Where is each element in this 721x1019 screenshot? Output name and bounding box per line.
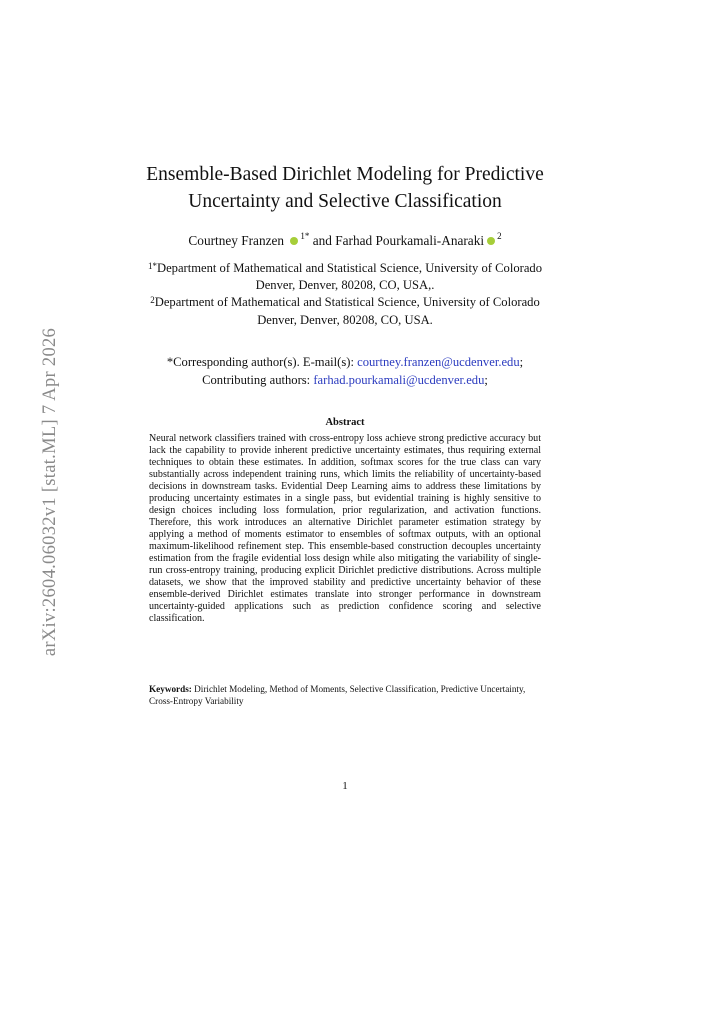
affiliations	[130, 260, 560, 329]
keywords-label: Keywords:	[149, 684, 192, 694]
affiliation-superscript: 1*	[147, 261, 157, 271]
corresponding-label: *Corresponding author(s). E-mail(s):	[166, 355, 354, 369]
page-number: 1	[342, 780, 348, 792]
arxiv-identifier-stamp: arXiv:2604.06032v1 [stat.ML] 7 Apr 2026	[40, 327, 60, 657]
abstract-body: Neural network classifiers trained with cross-entropy loss achieve strong predictive accuracy but lack the capability to provide inherent predictive uncertainty estimates, thus requiring external techniques to obtain these estimates. In addition, softmax scores for the true class can vary substantially across independent training runs, which limits the reliability of uncertainty-based decisions in downstream tasks. Evidential Deep Learning aims to address these limitations by producing uncertainty estimates in a single pass, but evidential training is highly sensitive to design choices including loss formulation, prior regularization, and activation functions. Therefore, this work introduces an alternative Dirichlet parameter estimation strategy by applying a method of moments estimator to ensembles of softmax outputs, with an optional maximum-likelihood refinement step. This ensemble-based construction decouples uncertainty estimation from the fragile evidential loss design while also mitigating the variability of single-run cross-entropy training, producing explicit Dirichlet predictive distributions. Across multiple datasets, we show that the improved stability and predictive uncertainty behavior of these ensemble-derived Dirichlet estimates translate into stronger performance in downstream uncertainty-guided applications such as prediction confidence scoring and selective classification.	[149, 433, 541, 624]
contributing-label: Contributing authors:	[202, 372, 311, 387]
contact-block	[100, 354, 590, 389]
corresponding-author-line	[100, 354, 590, 372]
orcid-icon[interactable]	[290, 237, 298, 245]
keywords-text: Dirichlet Modeling, Method of Moments, Selective Classification, Predictive Uncertainty, Cross-Entropy Variability	[149, 684, 526, 706]
keywords	[149, 684, 541, 707]
contributing-authors-line	[100, 372, 590, 390]
contributing-email-link[interactable]: farhad.pourkamali@ucdenver.edu	[313, 372, 485, 387]
orcid-icon[interactable]	[487, 237, 495, 245]
punctuation: ;	[484, 372, 488, 387]
affiliation-superscript: 2	[150, 295, 155, 306]
author-superscript: 2	[497, 231, 502, 241]
abstract-heading: Abstract	[325, 417, 365, 428]
affiliation-text: Department of Mathematical and Statistical Science, University of Colorado Denver, Denver, 80208, CO, USA.	[154, 295, 540, 327]
author-superscript: 1*	[300, 231, 310, 241]
punctuation: ;	[519, 355, 524, 369]
author-name: Courtney Franzen	[188, 233, 285, 248]
author-line	[100, 233, 590, 249]
author-name: Farhad Pourkamali-Anaraki	[335, 233, 485, 248]
paper-title: Ensemble-Based Dirichlet Modeling for Predictive Uncertainty and Selective Classification	[146, 164, 544, 212]
affiliation	[130, 294, 560, 328]
corresponding-email-link[interactable]: courtney.franzen@ucdenver.edu	[357, 355, 520, 369]
affiliation	[130, 260, 560, 294]
author-conjunction: and	[312, 233, 332, 248]
affiliation-text: Department of Mathematical and Statistical Science, University of Colorado Denver, Denver, 80208, CO, USA,.	[156, 261, 543, 293]
